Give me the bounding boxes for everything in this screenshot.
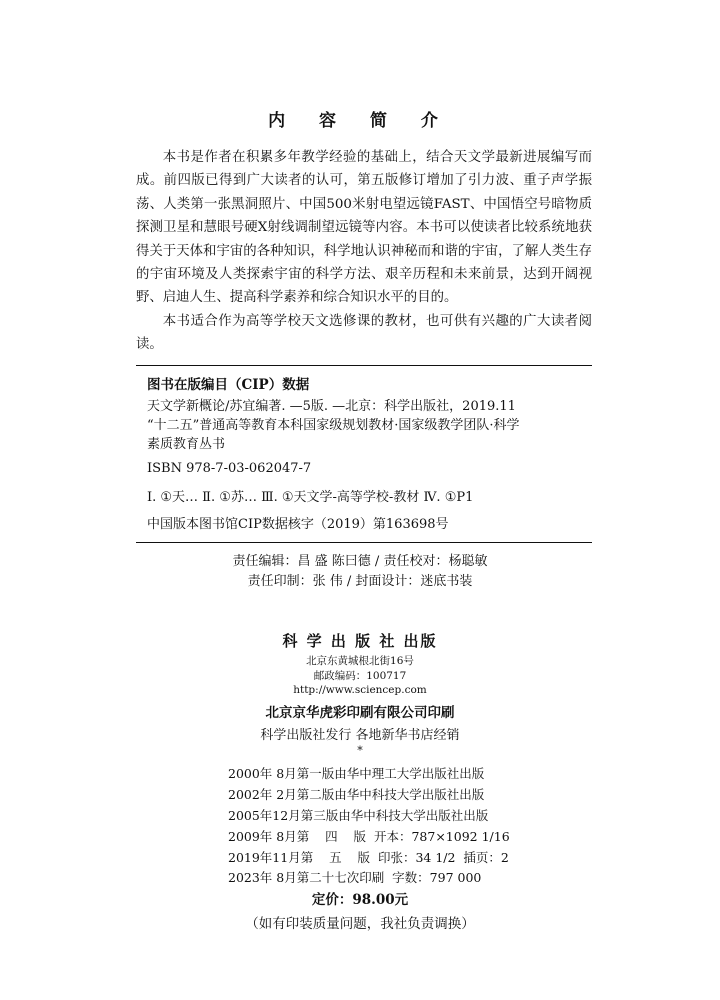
cip-isbn: ISBN 978-7-03-062047-7 [147,461,312,476]
summary-text [136,146,592,357]
cip-classification: Ⅰ. ①天… Ⅱ. ①苏… Ⅲ. ①天文学-高等学校-教材 Ⅳ. ①P1 [147,490,474,505]
cip-bottom-rule [136,542,592,543]
edition-line-1: 2000年 8月第一版由华中理工大学出版社出版 [228,766,485,781]
edition-line-2: 2002年 2月第二版由华中科技大学出版社出版 [228,787,485,802]
cip-top-rule [136,365,592,366]
publisher-name: 科 学 出 版 社 出版 [282,632,438,650]
credits-line-1: 责任编辑：昌 盛 陈曰德 / 责任校对：杨聪敏 [232,554,488,569]
separator-star: * [357,744,363,757]
publisher-address: 北京东黄城根北街16号 [306,655,414,667]
quality-note: （如有印装质量问题，我社负责调换） [245,916,475,932]
cip-line-3: 素质教育丛书 [147,437,226,452]
cip-line-1: 天文学新概论/苏宜编著. —5版. —北京：科学出版社，2019.11 [147,399,516,414]
edition-line-5: 2019年11月第 五 版 印张：34 1/2 插页：2 [228,850,509,865]
printer-name: 北京京华虎彩印刷有限公司印刷 [265,705,455,721]
edition-line-6: 2023年 8月第二十七次印刷 字数：797 000 [228,870,482,885]
price: 定价：98.00元 [311,892,409,908]
edition-line-4: 2009年 8月第 四 版 开本：787×1092 1/16 [228,829,510,844]
cip-record: 中国版本图书馆CIP数据核字（2019）第163698号 [147,517,449,532]
summary-paragraph-1: 本书是作者在积累多年教学经验的基础上，结合天文学最新进展编写而成。前四版已得到广大读者的认可，第五版修订增加了引力波、重子声学振荡、人类第一张黑洞照片、中国500米射电望远镜FAST、中国悟空号暗物质探测卫星和慧眼号硬X射线调制望远镜等内容。本书可以使读者比较系统地获得关于天体和宇宙的各种知识，科学地认识神秘而和谐的宇宙，了解人类生存的宇宙环境及人类探索宇宙的科学方法、艰辛历程和未来前景，达到开阔视野、启迪人生、提高科学素养和综合知识水平的目的。 [136,150,592,306]
credits-line-2: 责任印制：张 伟 / 封面设计：迷底书装 [247,574,473,589]
publisher-postcode: 邮政编码：100717 [313,670,407,682]
publisher-website: http://www.sciencep.com [293,684,427,696]
cip-line-2: “十二五”普通高等教育本科国家级规划教材·国家级教学团队·科学 [147,418,520,433]
page-title: 内 容 简 介 [268,111,452,131]
cip-heading: 图书在版编目（CIP）数据 [147,377,310,393]
distribution-line: 科学出版社发行 各地新华书店经销 [260,728,460,743]
summary-paragraph-2: 本书适合作为高等学校天文选修课的教材，也可供有兴趣的广大读者阅读。 [136,313,592,353]
edition-line-3: 2005年12月第三版由华中科技大学出版社出版 [228,808,489,823]
